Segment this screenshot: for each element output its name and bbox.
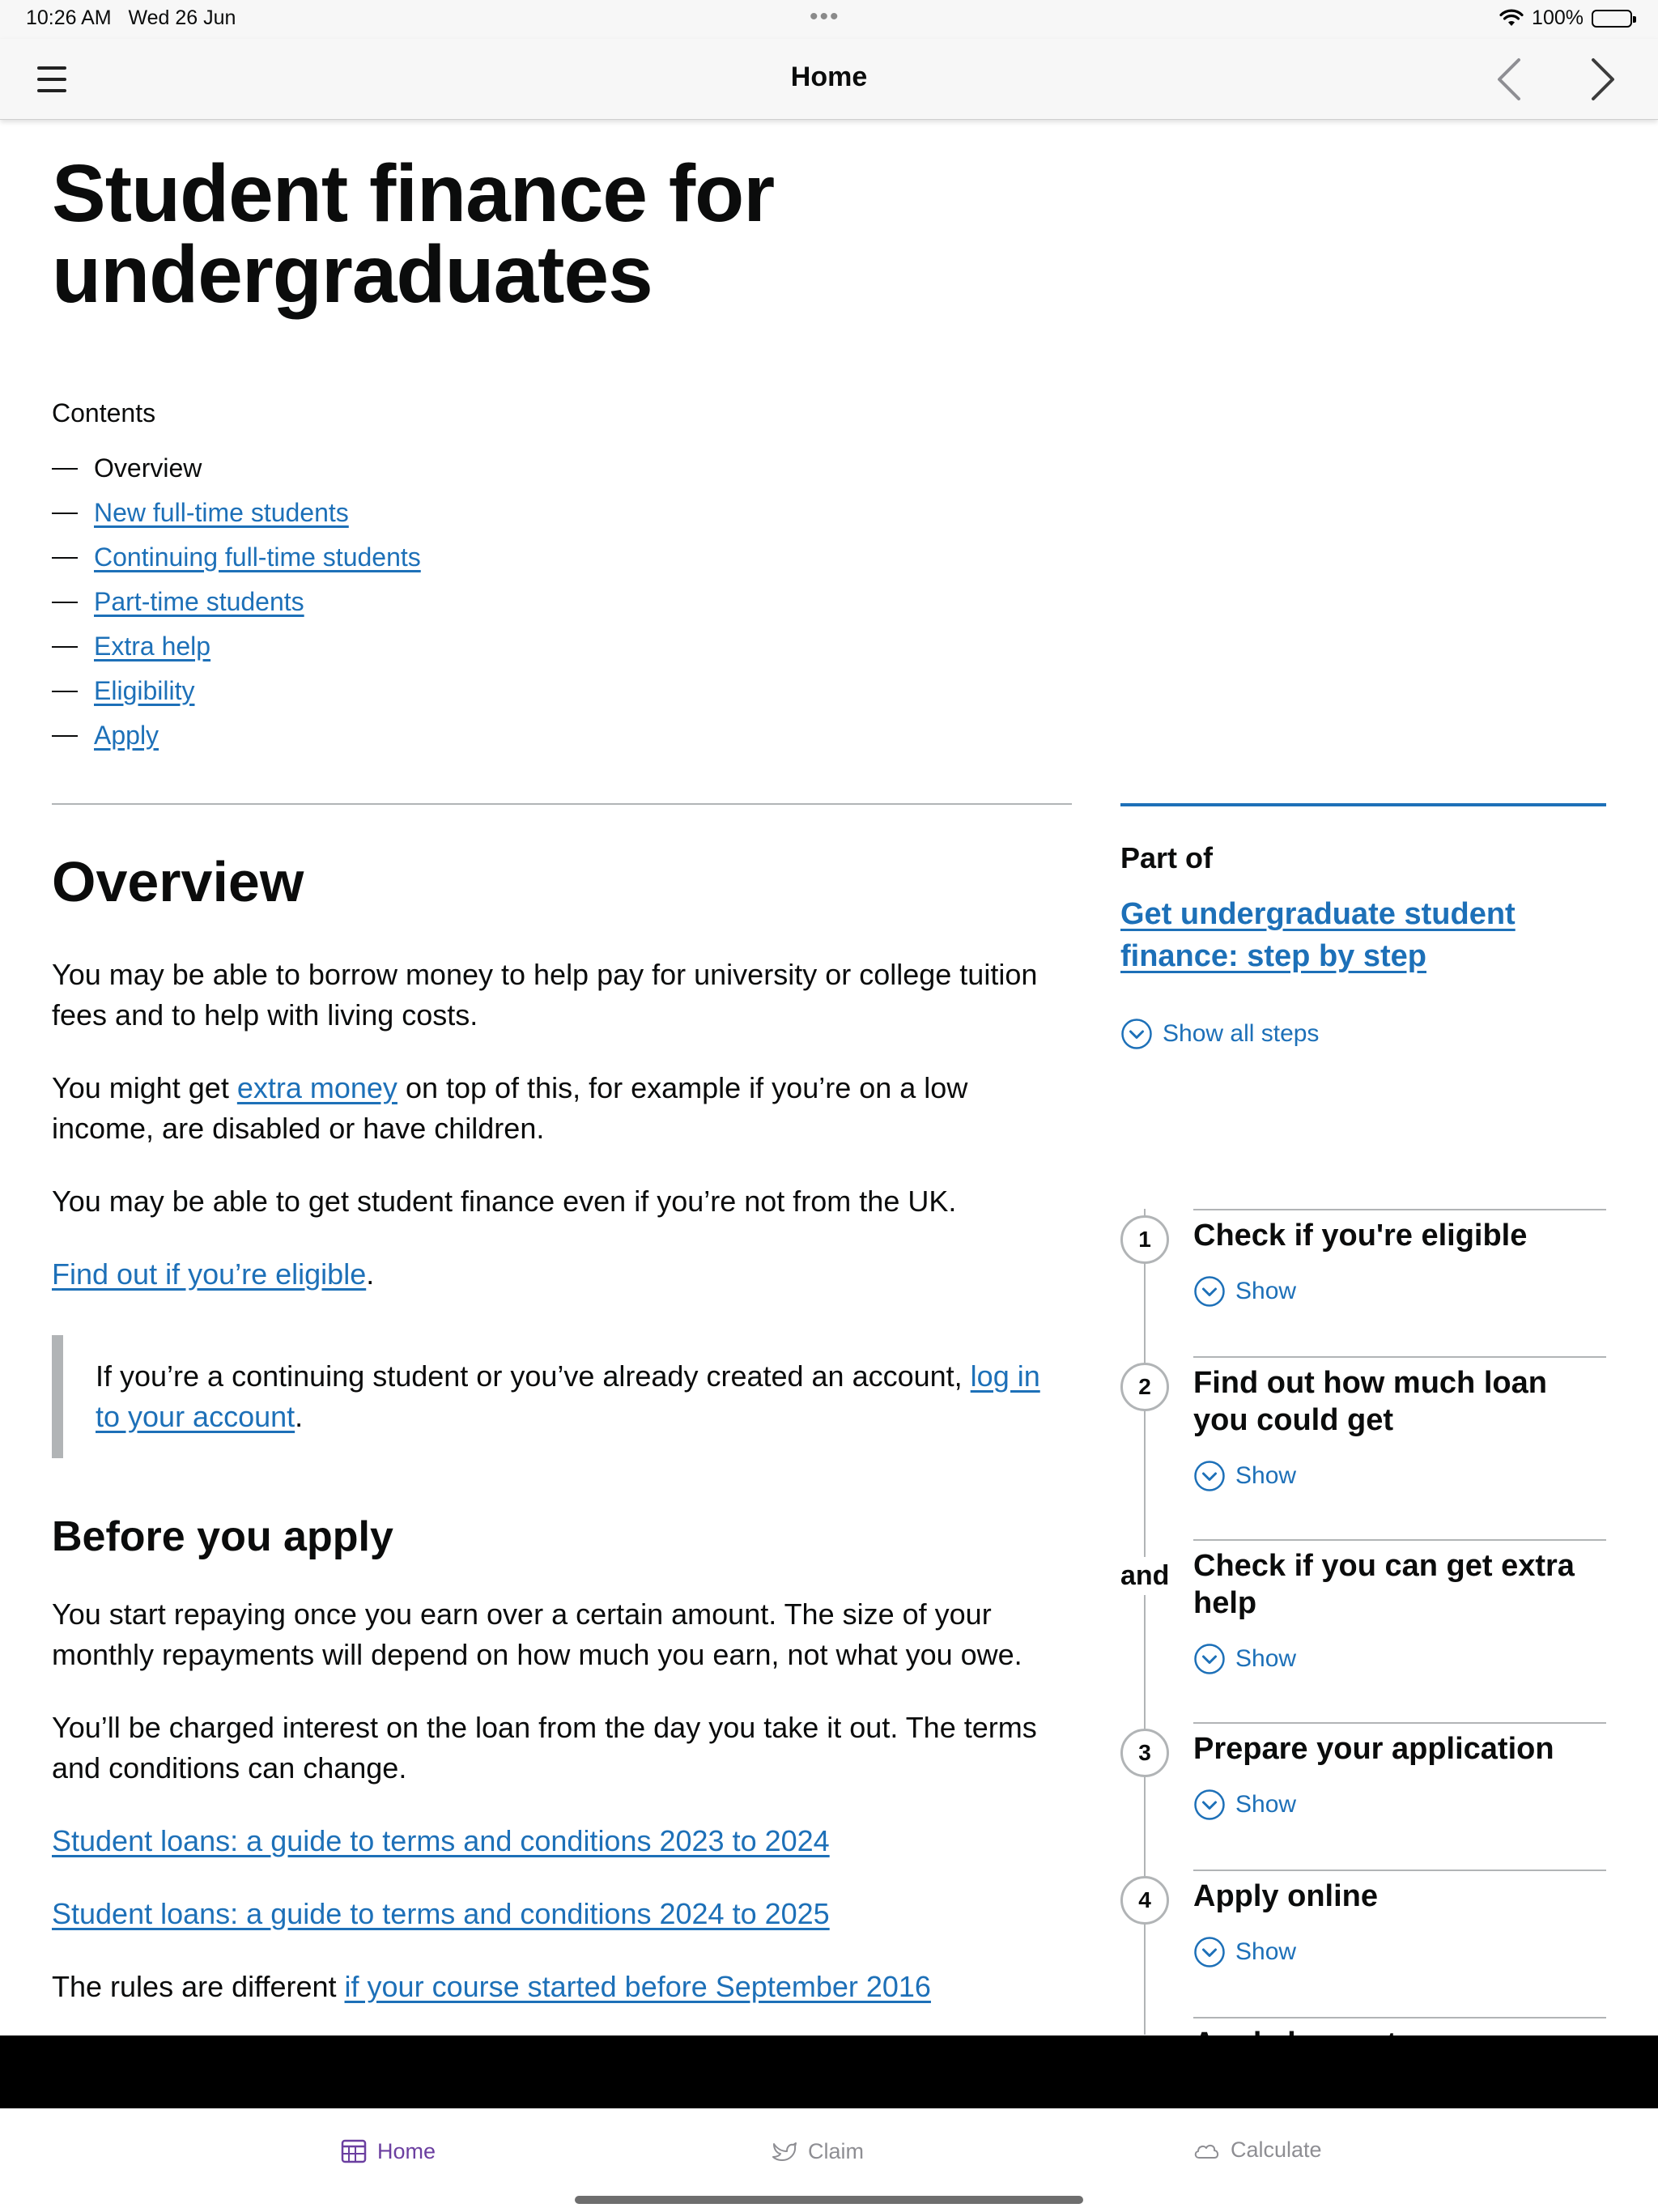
cloud-icon xyxy=(1192,2138,1221,2163)
terms-link-paragraph-1 xyxy=(52,1821,1072,1861)
terms-2024-link[interactable]: Student loans: a guide to terms and conditions 2024 to 2025 xyxy=(52,1897,830,1930)
overview-heading: Overview xyxy=(52,850,304,913)
chevron-left-icon[interactable] xyxy=(1490,57,1530,102)
status-right xyxy=(1499,6,1632,30)
battery-percent: 100% xyxy=(1532,6,1584,29)
step-by-step-sidebar xyxy=(1120,841,1606,1050)
step-show-button[interactable]: Show xyxy=(1193,1936,1606,1968)
step-by-step-link[interactable]: Get undergraduate student finance: step by step xyxy=(1120,897,1516,973)
before-apply-paragraph-2: You’ll be charged interest on the loan from the day you take it out. The terms and conditions can change. xyxy=(52,1711,1037,1784)
show-all-steps-button[interactable]: Show all steps xyxy=(1120,1018,1606,1050)
step-show-button[interactable]: Show xyxy=(1193,1789,1606,1821)
terms-2023-link[interactable]: Student loans: a guide to terms and conditions 2023 to 2024 xyxy=(52,1824,830,1857)
eligible-paragraph: Find out if you’re eligible. xyxy=(52,1257,375,1291)
log-in-account-link[interactable]: log in to your account xyxy=(96,1359,1040,1433)
chevron-down-circle-icon xyxy=(1193,1460,1226,1492)
inset-text: If you’re a continuing student or you’ve already created an account, log in to your account. xyxy=(52,1335,1072,1458)
chevron-down-circle-icon xyxy=(1193,1643,1226,1675)
before-2016-link[interactable]: if your course started before September 2016 xyxy=(344,1970,931,2003)
status-time: 10:26 AM Wed 26 Jun xyxy=(26,6,236,29)
step-number: 1 xyxy=(1120,1215,1169,1264)
wifi-icon xyxy=(1499,10,1524,28)
overview-paragraph-3: You may be able to get student finance even if you’re not from the UK. xyxy=(52,1185,957,1218)
contents-item-part-time[interactable]: Part-time students xyxy=(52,580,421,624)
step-title[interactable]: Find out how much loan you could get xyxy=(1193,1366,1547,1437)
step-show-button[interactable]: Show xyxy=(1193,1643,1606,1675)
home-indicator[interactable] xyxy=(575,2196,1083,2204)
step-title[interactable]: Apply online xyxy=(1193,1879,1378,1913)
bird-icon xyxy=(771,2138,798,2165)
overview-paragraph-2: You might get extra money on top of this, for example if you’re on a low income, are disabled or have children. xyxy=(52,1071,968,1145)
toolbar-background xyxy=(0,2035,1658,2108)
sidebar-divider xyxy=(1120,803,1606,806)
battery-icon xyxy=(1592,10,1632,28)
tab-home[interactable]: Home xyxy=(340,2138,436,2165)
step-title[interactable]: Check if you can get extra help xyxy=(1193,1549,1575,1620)
section-divider xyxy=(52,803,1072,805)
contents-item-continuing[interactable]: Continuing full-time students xyxy=(52,535,421,580)
terms-link-paragraph-2 xyxy=(52,1894,1072,1934)
page-title: Student finance for undergraduates xyxy=(52,148,775,320)
chevron-down-circle-icon xyxy=(1193,1275,1226,1308)
contents-item-extra-help[interactable]: Extra help xyxy=(52,624,421,669)
part-of-label: Part of xyxy=(1120,841,1214,874)
main-article xyxy=(52,849,1072,2040)
before-apply-paragraph-1: You start repaying once you earn over a certain amount. The size of your monthly repayments will depend on how much you earn, not what you owe. xyxy=(52,1597,1022,1671)
home-calendar-icon xyxy=(340,2138,368,2165)
contents-label: Contents xyxy=(52,398,156,428)
step-number: 3 xyxy=(1120,1729,1169,1777)
step-list xyxy=(1120,1209,1606,2180)
extra-money-link[interactable]: extra money xyxy=(236,1071,397,1104)
navigation-bar xyxy=(0,39,1658,120)
nav-title: Home xyxy=(790,62,868,92)
find-eligible-link[interactable]: Find out if you’re eligible xyxy=(52,1257,367,1291)
chevron-right-icon[interactable] xyxy=(1582,57,1622,102)
step-title[interactable]: Check if you're eligible xyxy=(1193,1219,1528,1253)
web-content[interactable] xyxy=(0,121,1658,2035)
step-title[interactable]: Prepare your application xyxy=(1193,1732,1554,1766)
contents-item-overview: Overview xyxy=(52,446,421,491)
step-show-button[interactable]: Show xyxy=(1193,1275,1606,1308)
tab-bar xyxy=(0,2108,1658,2212)
contents-item-new-full-time[interactable]: New full-time students xyxy=(52,491,421,535)
status-bar xyxy=(0,0,1658,39)
step-logic-label: and xyxy=(1120,1557,1169,1595)
before-apply-heading: Before you apply xyxy=(52,1513,393,1560)
step-number: 2 xyxy=(1120,1363,1169,1411)
chevron-down-circle-icon xyxy=(1193,1936,1226,1968)
tab-calculate[interactable]: Calculate xyxy=(1192,2138,1322,2163)
rules-paragraph: The rules are different if your course started before September 2016 xyxy=(52,1970,931,2003)
contents-list xyxy=(52,398,421,758)
chevron-down-circle-icon xyxy=(1120,1018,1153,1050)
contents-item-eligibility[interactable]: Eligibility xyxy=(52,669,421,713)
tab-claim[interactable]: Claim xyxy=(771,2138,864,2165)
multitasking-dots-icon[interactable]: ••• xyxy=(810,3,840,30)
step-show-button[interactable]: Show xyxy=(1193,1460,1606,1492)
step-number: 4 xyxy=(1120,1876,1169,1925)
chevron-down-circle-icon xyxy=(1193,1789,1226,1821)
overview-paragraph-1: You may be able to borrow money to help pay for university or college tuition fees and to help with living costs. xyxy=(52,958,1038,1032)
contents-item-apply[interactable]: Apply xyxy=(52,713,421,758)
